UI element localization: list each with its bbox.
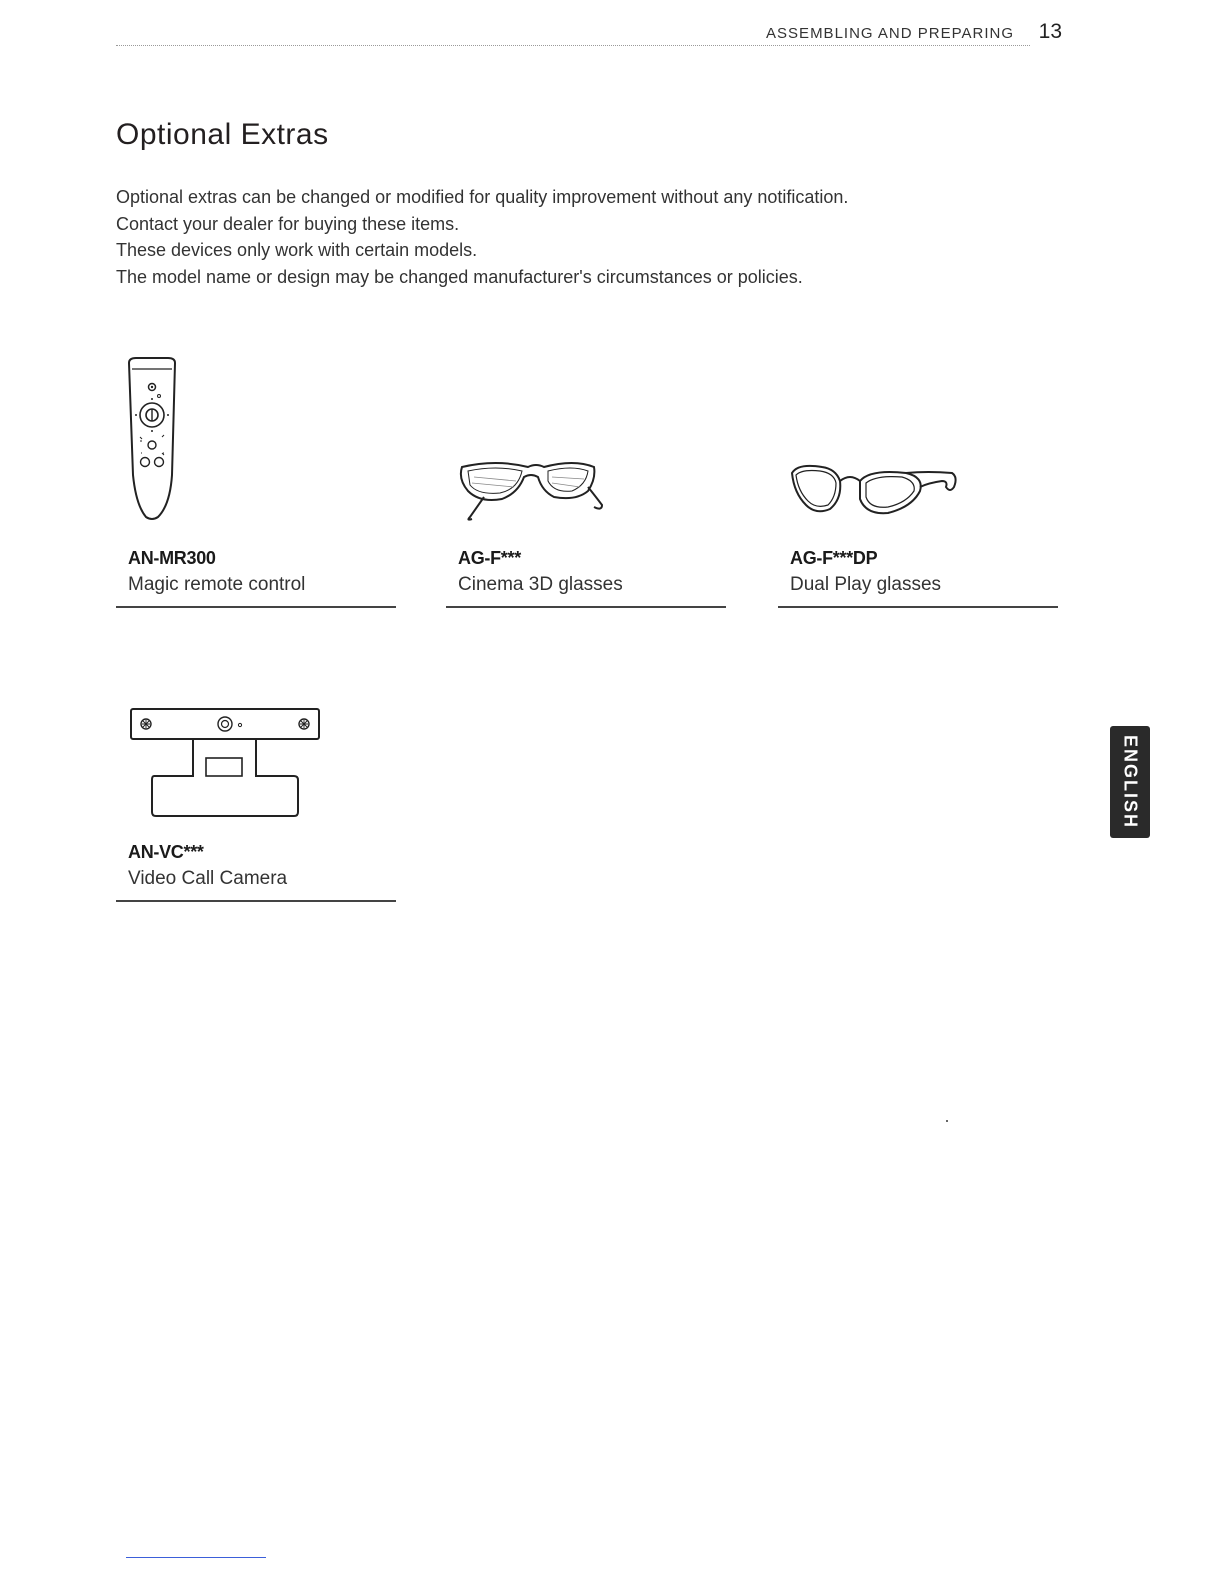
magic-remote-icon: [126, 355, 186, 525]
page-title: Optional Extras: [116, 118, 329, 151]
item-description: Video Call Camera: [128, 868, 288, 889]
footer-mark: [126, 1557, 266, 1558]
print-speck: [946, 1120, 948, 1122]
item-rule: [446, 606, 726, 608]
intro-line: The model name or design may be changed manufacturer's circumstances or policies.: [116, 266, 803, 287]
intro-line: These devices only work with certain models.: [116, 240, 478, 261]
item-video-call-camera: [116, 700, 398, 910]
item-description: Dual Play glasses: [790, 574, 942, 595]
item-description: Magic remote control: [128, 574, 306, 595]
item-rule: [116, 900, 396, 902]
language-tab: [1110, 726, 1150, 838]
item-dual-play-glasses: [778, 355, 1060, 615]
language-tab-label: ENGLISH: [1120, 734, 1141, 830]
page-header: [116, 18, 1062, 46]
item-model: AG-F***DP: [790, 548, 878, 568]
item-rule: [116, 606, 396, 608]
item-rule: [778, 606, 1058, 608]
item-model: AN-MR300: [128, 548, 216, 568]
section-title: ASSEMBLING AND PREPARING: [766, 25, 1014, 42]
dual-play-glasses-icon: [788, 459, 960, 519]
item-model: AN-VC***: [128, 842, 204, 862]
item-model: AG-F***: [458, 548, 521, 568]
intro-text: [116, 184, 1016, 290]
item-cinema-3d-glasses: [446, 355, 728, 615]
item-magic-remote: [116, 355, 398, 615]
page-number: 13: [1038, 20, 1062, 43]
3d-glasses-icon: [456, 457, 606, 523]
header-rule: [116, 45, 1030, 46]
intro-line: Optional extras can be changed or modified for quality improvement without any notification.: [116, 187, 849, 207]
item-description: Cinema 3D glasses: [458, 574, 623, 595]
video-camera-icon: [128, 706, 322, 818]
intro-line: Contact your dealer for buying these items.: [116, 213, 460, 234]
